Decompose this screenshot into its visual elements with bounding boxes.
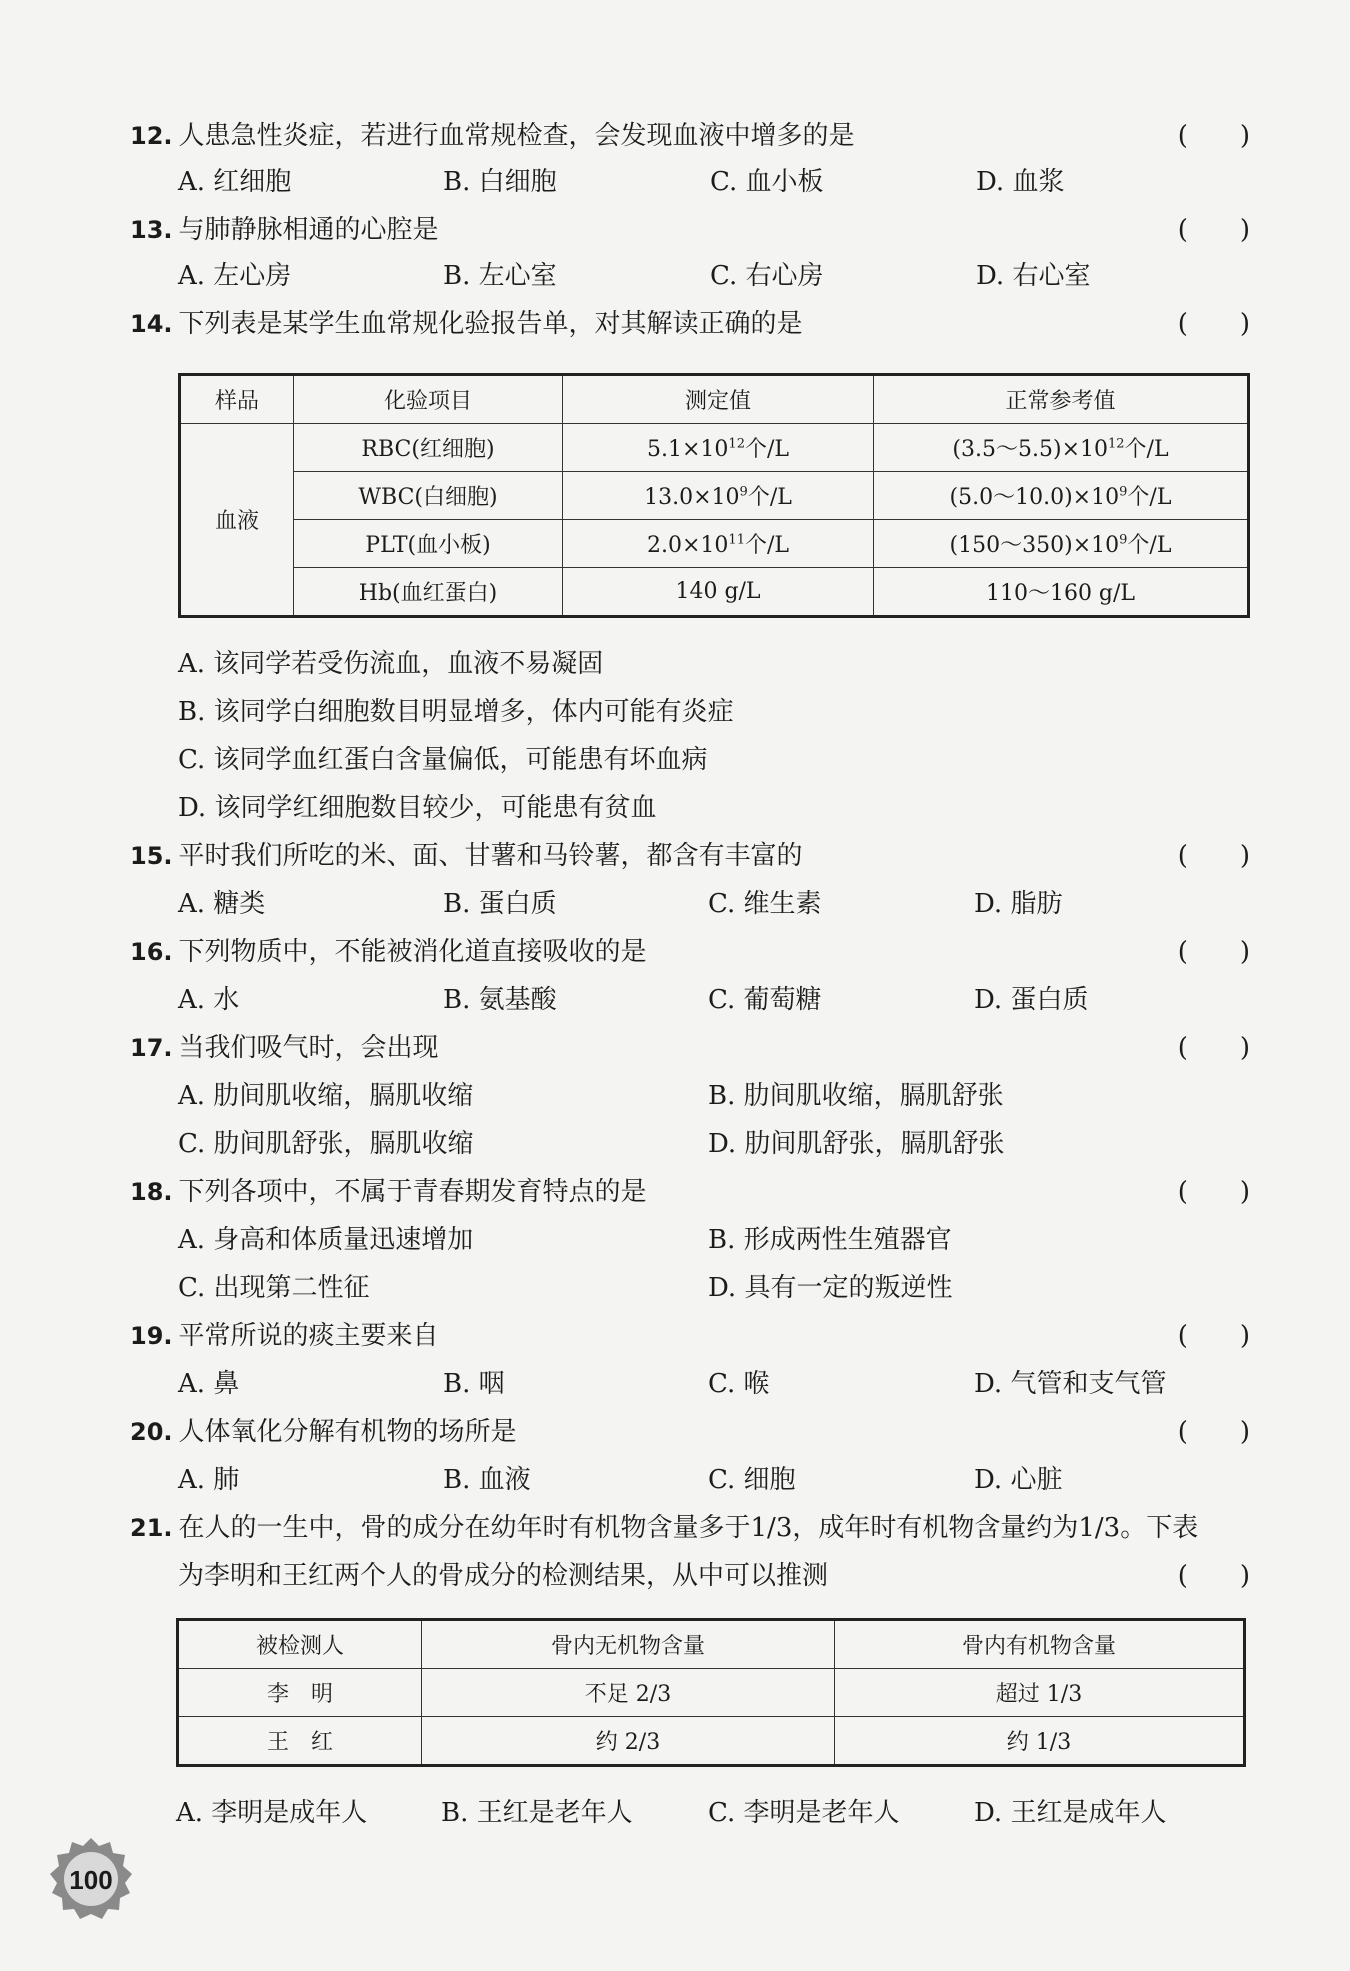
options-19 bbox=[178, 1366, 1258, 1402]
option-a[interactable]: A. 鼻 bbox=[178, 1369, 240, 1399]
option-d[interactable]: D. 心脏 bbox=[974, 1465, 1063, 1495]
question-stem-continued: 为李明和王红两个人的骨成分的检测结果，从中可以推测 bbox=[178, 1561, 829, 1591]
option-c[interactable]: C. 该同学血红蛋白含量偏低，可能患有坏血病 bbox=[178, 745, 708, 775]
question-stem: 人体氧化分解有机物的场所是 bbox=[178, 1417, 517, 1447]
ref-base: (5.0～10.0)×10 bbox=[949, 485, 1120, 510]
option-b[interactable]: B. 形成两性生殖器官 bbox=[708, 1225, 952, 1255]
value-unit: 个/L bbox=[747, 485, 792, 510]
option-d[interactable]: D. 血浆 bbox=[976, 167, 1065, 197]
option-b[interactable]: B. 咽 bbox=[443, 1369, 505, 1399]
option-a[interactable]: A. 肋间肌收缩，膈肌收缩 bbox=[178, 1081, 474, 1111]
option-c[interactable]: C. 肋间肌舒张，膈肌收缩 bbox=[178, 1129, 474, 1159]
value-cell bbox=[563, 568, 874, 617]
question-15 bbox=[130, 838, 1250, 874]
question-stem: 下列表是某学生血常规化验报告单，对其解读正确的是 bbox=[178, 309, 803, 339]
header-cell: 测定值 bbox=[563, 375, 874, 424]
value-cell bbox=[563, 520, 874, 568]
option-a[interactable]: A. 红细胞 bbox=[178, 167, 292, 197]
value-unit: 个/L bbox=[744, 533, 789, 558]
option-a[interactable]: A. 身高和体质量迅速增加 bbox=[178, 1225, 474, 1255]
option-c[interactable]: C. 维生素 bbox=[708, 889, 822, 919]
option-b[interactable]: B. 左心室 bbox=[443, 261, 557, 291]
option-a[interactable]: A. 李明是成年人 bbox=[176, 1798, 368, 1828]
sample-cell: 血液 bbox=[180, 424, 294, 617]
option-a[interactable]: A. 该同学若受伤流血，血液不易凝固 bbox=[178, 649, 604, 679]
options-15 bbox=[178, 886, 1258, 922]
question-stem: 当我们吸气时，会出现 bbox=[178, 1033, 439, 1063]
answer-blank[interactable]: ( ) bbox=[1177, 309, 1250, 339]
value-cell bbox=[563, 472, 874, 520]
answer-blank[interactable]: ( ) bbox=[1177, 1321, 1250, 1351]
ref-cell bbox=[874, 520, 1249, 568]
option-d[interactable]: D. 右心室 bbox=[976, 261, 1091, 291]
ref-exponent: 9 bbox=[1119, 532, 1128, 548]
table-row bbox=[180, 520, 1249, 568]
option-d[interactable]: D. 肋间肌舒张，膈肌舒张 bbox=[708, 1129, 1005, 1159]
option-c[interactable]: C. 喉 bbox=[708, 1369, 770, 1399]
option-c[interactable]: C. 血小板 bbox=[710, 167, 824, 197]
option-a[interactable]: A. 糖类 bbox=[178, 889, 266, 919]
table-row bbox=[180, 472, 1249, 520]
question-number: 15. bbox=[130, 842, 173, 870]
organic-cell: 超过 1/3 bbox=[835, 1669, 1245, 1717]
bone-composition-table bbox=[176, 1618, 1246, 1767]
question-stem: 下列各项中，不属于青春期发育特点的是 bbox=[178, 1177, 647, 1207]
option-a[interactable]: A. 肺 bbox=[178, 1465, 240, 1495]
table-header-row bbox=[178, 1620, 1245, 1669]
blood-test-table bbox=[178, 373, 1250, 618]
header-cell: 骨内无机物含量 bbox=[422, 1620, 835, 1669]
question-17 bbox=[130, 1030, 1250, 1066]
question-stem: 与肺静脉相通的心腔是 bbox=[178, 215, 439, 245]
answer-blank[interactable]: ( ) bbox=[1177, 1177, 1250, 1207]
option-b[interactable]: B. 血液 bbox=[443, 1465, 531, 1495]
question-number: 14. bbox=[130, 310, 173, 338]
ref-cell bbox=[874, 472, 1249, 520]
option-d[interactable]: D. 脂肪 bbox=[974, 889, 1063, 919]
option-c[interactable]: C. 细胞 bbox=[708, 1465, 796, 1495]
option-b[interactable]: B. 氨基酸 bbox=[443, 985, 557, 1015]
answer-blank[interactable]: ( ) bbox=[1177, 1033, 1250, 1063]
answer-blank[interactable]: ( ) bbox=[1177, 121, 1250, 151]
options-20 bbox=[178, 1462, 1258, 1498]
question-19 bbox=[130, 1318, 1250, 1354]
ref-unit: 个/L bbox=[1127, 533, 1172, 558]
answer-blank[interactable]: ( ) bbox=[1177, 841, 1250, 871]
question-14 bbox=[130, 306, 1250, 342]
table-row bbox=[178, 1717, 1245, 1766]
question-stem: 下列物质中，不能被消化道直接吸收的是 bbox=[178, 937, 647, 967]
option-a[interactable]: A. 左心房 bbox=[178, 261, 292, 291]
question-stem: 在人的一生中，骨的成分在幼年时有机物含量多于1/3，成年时有机物含量约为1/3。下表 bbox=[178, 1513, 1199, 1543]
item-cell: RBC(红细胞) bbox=[294, 424, 563, 472]
answer-blank[interactable]: ( ) bbox=[1177, 215, 1250, 245]
page-number-badge bbox=[48, 1836, 134, 1922]
question-number: 18. bbox=[130, 1178, 173, 1206]
item-cell: PLT(血小板) bbox=[294, 520, 563, 568]
value-unit: 个/L bbox=[744, 437, 789, 462]
answer-blank[interactable]: ( ) bbox=[1177, 937, 1250, 967]
question-20 bbox=[130, 1414, 1250, 1450]
table-header-row bbox=[180, 375, 1249, 424]
inorganic-cell: 约 2/3 bbox=[422, 1717, 835, 1766]
table-row bbox=[180, 424, 1249, 472]
ref-unit: 个/L bbox=[1127, 485, 1172, 510]
options-13 bbox=[178, 258, 1258, 294]
question-number: 19. bbox=[130, 1322, 173, 1350]
options-21 bbox=[178, 1795, 1258, 1831]
header-cell: 骨内有机物含量 bbox=[835, 1620, 1245, 1669]
option-d[interactable]: D. 气管和支气管 bbox=[974, 1369, 1167, 1399]
answer-blank[interactable]: ( ) bbox=[1177, 1417, 1250, 1447]
option-a[interactable]: A. 水 bbox=[178, 985, 240, 1015]
option-d[interactable]: D. 蛋白质 bbox=[974, 985, 1089, 1015]
ref-base: (3.5～5.5)×10 bbox=[952, 437, 1108, 462]
ref-exponent: 9 bbox=[1119, 484, 1128, 500]
options-12 bbox=[178, 164, 1258, 200]
ref-unit: 个/L bbox=[1124, 437, 1169, 462]
question-number: 12. bbox=[130, 122, 173, 150]
options-16 bbox=[178, 982, 1258, 1018]
question-stem: 平时我们所吃的米、面、甘薯和马铃薯，都含有丰富的 bbox=[178, 841, 803, 871]
item-cell: WBC(白细胞) bbox=[294, 472, 563, 520]
option-b[interactable]: B. 该同学白细胞数目明显增多，体内可能有炎症 bbox=[178, 697, 734, 727]
option-b[interactable]: B. 王红是老年人 bbox=[441, 1798, 633, 1828]
question-13 bbox=[130, 212, 1250, 248]
ref-cell bbox=[874, 424, 1249, 472]
question-number: 17. bbox=[130, 1034, 173, 1062]
value-exponent: 11 bbox=[728, 532, 745, 548]
question-number: 20. bbox=[130, 1418, 173, 1446]
option-c[interactable]: C. 葡萄糖 bbox=[708, 985, 822, 1015]
ref-base: 110～160 g/L bbox=[985, 581, 1136, 606]
value-base: 13.0×10 bbox=[644, 485, 740, 510]
ref-exponent: 12 bbox=[1108, 436, 1125, 452]
value-base: 2.0×10 bbox=[647, 533, 729, 558]
question-number: 13. bbox=[130, 216, 173, 244]
inorganic-cell: 不足 2/3 bbox=[422, 1669, 835, 1717]
question-stem: 人患急性炎症，若进行血常规检查，会发现血液中增多的是 bbox=[178, 121, 855, 151]
option-b[interactable]: B. 白细胞 bbox=[443, 167, 557, 197]
header-cell: 化验项目 bbox=[294, 375, 563, 424]
person-cell: 李 明 bbox=[178, 1669, 422, 1717]
question-number: 16. bbox=[130, 938, 173, 966]
value-exponent: 12 bbox=[728, 436, 745, 452]
option-c[interactable]: C. 出现第二性征 bbox=[178, 1273, 370, 1303]
person-cell: 王 红 bbox=[178, 1717, 422, 1766]
value-base: 5.1×10 bbox=[647, 437, 729, 462]
question-21-continued bbox=[178, 1558, 1250, 1594]
question-number: 21. bbox=[130, 1514, 173, 1542]
question-16 bbox=[130, 934, 1250, 970]
header-cell: 样品 bbox=[180, 375, 294, 424]
question-21 bbox=[130, 1510, 1250, 1546]
table-row bbox=[180, 568, 1249, 617]
ref-cell bbox=[874, 568, 1249, 617]
value-cell bbox=[563, 424, 874, 472]
question-12 bbox=[130, 118, 1250, 154]
option-d[interactable]: D. 具有一定的叛逆性 bbox=[708, 1273, 953, 1303]
ref-base: (150～350)×10 bbox=[949, 533, 1120, 558]
option-d[interactable]: D. 该同学红细胞数目较少，可能患有贫血 bbox=[178, 793, 657, 823]
option-c[interactable]: C. 李明是老年人 bbox=[708, 1798, 900, 1828]
question-stem: 平常所说的痰主要来自 bbox=[178, 1321, 439, 1351]
value-base: 140 g/L bbox=[675, 579, 761, 604]
organic-cell: 约 1/3 bbox=[835, 1717, 1245, 1766]
page-number: 100 bbox=[69, 1865, 113, 1895]
option-b[interactable]: B. 蛋白质 bbox=[443, 889, 557, 919]
header-cell: 正常参考值 bbox=[874, 375, 1249, 424]
option-c[interactable]: C. 右心房 bbox=[710, 261, 824, 291]
option-d[interactable]: D. 王红是成年人 bbox=[974, 1798, 1167, 1828]
item-cell: Hb(血红蛋白) bbox=[294, 568, 563, 617]
option-b[interactable]: B. 肋间肌收缩，膈肌舒张 bbox=[708, 1081, 1004, 1111]
table-row bbox=[178, 1669, 1245, 1717]
header-cell: 被检测人 bbox=[178, 1620, 422, 1669]
answer-blank[interactable]: ( ) bbox=[1177, 1561, 1250, 1591]
question-18 bbox=[130, 1174, 1250, 1210]
value-exponent: 9 bbox=[739, 484, 748, 500]
